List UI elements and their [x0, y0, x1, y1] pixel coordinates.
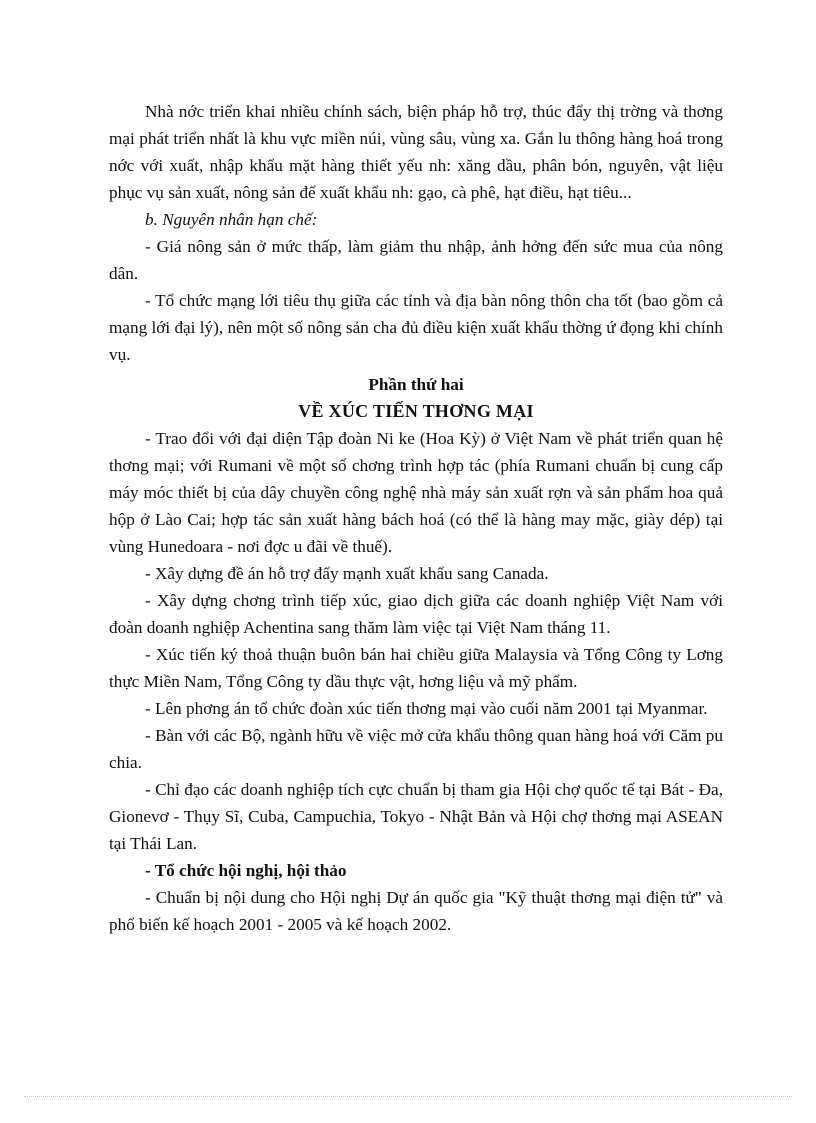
subheading-conferences: - Tổ chức hội nghị, hội thảo	[145, 861, 347, 880]
paragraph-distribution-network: - Tổ chức mạng lới tiêu thụ giữa các tỉnh và địa bàn nông thôn cha tốt (bao gồm cả mạng lới đại lý), nên một số nông sản cha đủ điều kiện xuất khẩu thờng ứ đọng khi chính vụ.	[109, 291, 723, 364]
paragraph-malaysia: - Xúc tiến ký thoả thuận buôn bán hai chiều giữa Malaysia và Tổng Công ty Lơng thực Miền Nam, Tổng Công ty dầu thực vật, hơng liệu và mỹ phẩm.	[109, 645, 723, 691]
paragraph-canada: - Xây dựng đề án hỗ trợ đẩy mạnh xuất khẩu sang Canada.	[145, 564, 549, 583]
paragraph-campuchia: - Bàn với các Bộ, ngành hữu về việc mở cửa khẩu thông quan hàng hoá với Căm pu chia.	[109, 726, 723, 772]
section-title: VỀ XÚC TIẾN THƠNG MẠI	[298, 401, 534, 421]
paragraph-myanmar: - Lên phơng án tổ chức đoàn xúc tiến thơng mại vào cuối năm 2001 tại Myanmar.	[145, 699, 708, 718]
document-page	[109, 98, 723, 938]
paragraph-market-support: Nhà nớc triển khai nhiều chính sách, biện pháp hỗ trợ, thúc đẩy thị trờng và thơng mại phát triển nhất là khu vực miền núi, vùng sâu, vùng xa. Gắn lu thông hàng hoá trong nớc với xuất, nhập khẩu mặt hàng thiết yếu nh: xăng dầu, phân bón, nguyên, vật liệu phục vụ sản xuất, nông sản để xuất khẩu nh: gạo, cà phê, hạt điều, hạt tiêu...	[109, 102, 723, 202]
paragraph-trade-fairs: - Chỉ đạo các doanh nghiệp tích cực chuẩn bị tham gia Hội chợ quốc tế tại Bát - Đa, Gionevơ - Thụy Sĩ, Cuba, Campuchia, Tokyo - Nhật Bản và Hội chợ thơng mại ASEAN tại Thái Lan.	[109, 780, 723, 853]
paragraph-nike-rumani: - Trao đổi với đại diện Tập đoàn Ni ke (Hoa Kỳ) ở Việt Nam về phát triển quan hệ thơng mại; với Rumani về một số chơng trình hợp tác (phía Rumani chuẩn bị cung cấp máy móc thiết bị của dây chuyền công nghệ nhà máy sản xuất rợn và sản phẩm hoa quả hộp ở Lào Cai; hợp tác sản xuất hàng bách hoá (có thể là hàng may mặc, giày dép) tại vùng Hunedoara - nơi đợc u đãi về thuế).	[109, 429, 723, 556]
subheading-limit-causes: b. Nguyên nhân hạn chế:	[145, 210, 318, 229]
paragraph-low-prices: - Giá nông sản ở mức thấp, làm giảm thu nhập, ảnh hởng đến sức mua của nông dân.	[109, 237, 723, 283]
part-heading: Phần thứ hai	[368, 375, 464, 394]
paragraph-ecommerce: - Chuẩn bị nội dung cho Hội nghị Dự án quốc gia "Kỹ thuật thơng mại điện tử" và phổ biến kế hoạch 2001 - 2005 và kế hoạch 2002.	[109, 888, 723, 934]
page-bottom-rule	[24, 1096, 792, 1097]
paragraph-achentina: - Xây dựng chơng trình tiếp xúc, giao dịch giữa các doanh nghiệp Việt Nam với đoàn doanh nghiệp Achentina sang thăm làm việc tại Việt Nam tháng 11.	[109, 591, 723, 637]
